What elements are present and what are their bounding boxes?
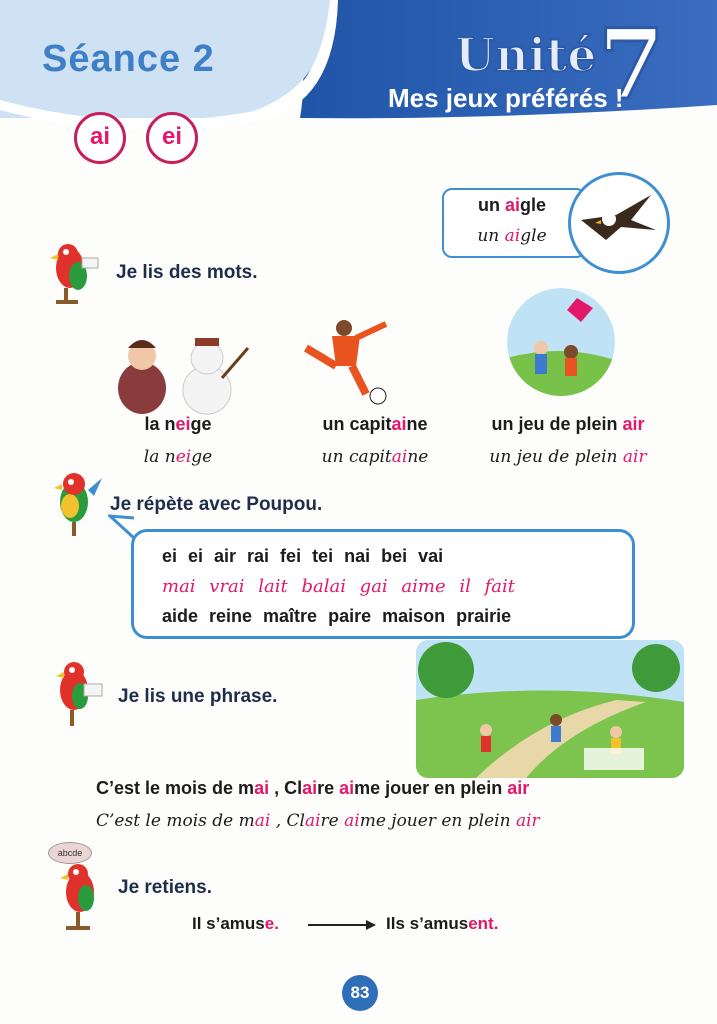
snowman-illustration [112,338,252,416]
word-neige-script: la neige [143,447,213,467]
word-plein-air-script: un jeu de plein air [489,447,647,467]
rule-plural: Ils s’amusent. [386,914,499,933]
parrot-poupou-icon [44,470,104,538]
seance-title: Séance 2 [42,38,215,80]
word-capitaine: un capitaine [322,414,428,434]
parrot-icon [42,238,100,306]
parrot-thinking-icon [50,862,110,932]
aigle-word: un aigle [477,195,547,215]
bubble-tail [108,512,138,542]
section-title-phrase: Je lis une phrase. [118,686,278,707]
word-neige: la neige [144,414,212,434]
unite-title: Unité [455,28,597,82]
word-capitaine-script: un capitaine [321,447,429,467]
badge-ei: ei [146,112,198,164]
thought-cloud: abcde [48,842,92,864]
football-player-illustration [296,318,390,406]
page-number: 83 [342,975,378,1011]
word-plein-air: un jeu de plein air [491,414,645,434]
syllables-line: ei ei air rai fei tei nai bei vai [162,546,444,566]
eagle-illustration [568,172,670,274]
section-title-repete: Je répète avec Poupou. [110,494,323,515]
kite-park-illustration [507,288,615,396]
sentence-script: C’est le mois de mai , Claire aime jouer en plein air [96,811,540,831]
rule-singular: Il s’amuse. [192,914,279,933]
playground-illustration [416,640,684,778]
sentence: C’est le mois de mai , Claire aime jouer en plein air [96,778,530,798]
speech-bubble [131,529,635,639]
badge-ai: ai [74,112,126,164]
unit-subtitle: Mes jeux préférés ! [388,83,624,113]
section-title-lis-mots: Je lis des mots. [116,262,258,283]
unite-number: 7 [598,8,665,121]
arrow-right-icon [306,918,378,932]
words-line: aide reine maître paire maison prairie [162,606,512,626]
words-script-line: mai vrai lait balai gai aime il fait [162,576,515,597]
parrot-reading-icon [46,656,104,730]
section-title-retiens: Je retiens. [118,877,212,898]
aigle-word-script: un aigle [477,226,547,246]
